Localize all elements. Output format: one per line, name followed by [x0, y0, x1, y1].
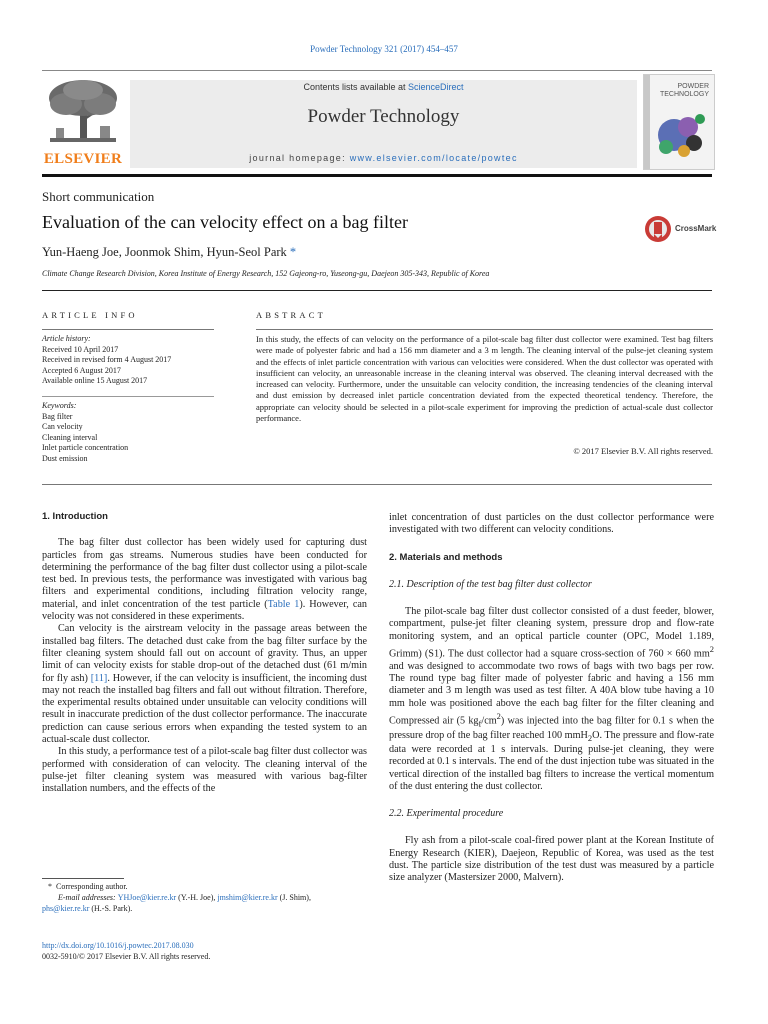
- keyword-item: Can velocity: [42, 422, 83, 432]
- history-received: Received 10 April 2017: [42, 344, 119, 354]
- keyword-item: Bag filter: [42, 411, 73, 421]
- email-shim-link[interactable]: jmshim@kier.re.kr: [217, 893, 278, 902]
- section-2-2-heading: 2.2. Experimental procedure: [389, 808, 504, 820]
- email-park-name: (H.-S. Park).: [89, 904, 133, 913]
- article-type: Short communication: [42, 189, 155, 204]
- keyword-item: Cleaning interval: [42, 432, 98, 442]
- ref-11-link[interactable]: [11]: [90, 672, 108, 684]
- authors-text: Yun-Haeng Joe, Joonmok Shim, Hyun-Seol Park: [42, 245, 287, 259]
- intro-paragraph-2: [42, 623, 367, 746]
- history-online: Available online 15 August 2017: [42, 376, 148, 386]
- affiliation-rule: [42, 290, 712, 291]
- header-rule-top: [42, 70, 712, 71]
- contents-prefix: Contents lists available at: [303, 82, 409, 92]
- journal-citation[interactable]: Powder Technology 321 (2017) 454–457: [310, 44, 458, 54]
- intro-p2-text-end: . However, if the can velocity is insufficient, the incoming dust may not reach the installed bag filters and fall out without filtration. Therefore, the experimental results obtained under unsuitable can velocity conditions will result in inaccurate prediction of the dust collector performance. The inaccurate prediction can cause serious errors when expanding the tested system to an actual-scale dust collector.: [42, 672, 367, 746]
- sec21-text-e: O. The pressure and flow-rate data were recorded at 1 s intervals. During pulse-jet cleaning, they were recorded at 0.1 s intervals. The end of the dust injection tube was situated in the vertical direction of the installed bag filters to increase the vertical momentum of the dust entering the dust collector.: [389, 729, 714, 792]
- sciencedirect-link[interactable]: ScienceDirect: [408, 82, 464, 92]
- header-rule-bottom: [42, 174, 712, 177]
- left-column: [42, 511, 367, 796]
- issn-copyright: 0032-5910/© 2017 Elsevier B.V. All rights reserved.: [42, 952, 211, 961]
- sec21-sup-b: 2: [496, 710, 501, 721]
- intro-p1-text-end: ). However, can velocity was not considered in these experiments.: [42, 598, 367, 623]
- email-shim-name: (J. Shim),: [277, 893, 311, 902]
- keyword-item: Inlet particle concentration: [42, 443, 129, 453]
- intro-paragraph-3: In this study, a performance test of a pilot-scale bag filter dust collector was performed with consideration of can velocity. The cleaning interval of the pulse-jet filter cleaning system was measured with various bag-filter installation numbers, and the effects of the: [42, 746, 367, 795]
- doi-block: [42, 940, 210, 962]
- email-label: E-mail addresses:: [58, 893, 118, 902]
- table-1-link[interactable]: Table 1: [267, 598, 300, 610]
- history-accepted: Accepted 6 August 2017: [42, 365, 121, 375]
- intro-paragraph-3-continued: inlet concentration of dust particles on the dust collector performance were investigated with two different can velocity conditions.: [389, 512, 714, 536]
- section-2-2-paragraph: Fly ash from a pilot-scale coal-fired power plant at the Korean Institute of Energy Research (KIER), Daejeon, Republic of Korea, was used as the test dust. The particle size distribution of the test dust was measured by a particle size analyzer (Mastersizer 2000, Malvern).: [389, 835, 714, 884]
- footnote-corresponding: [42, 881, 367, 892]
- author-list: [42, 245, 296, 260]
- contents-line: [130, 82, 637, 92]
- introduction-heading: 1. Introduction: [42, 511, 108, 522]
- email-park-link[interactable]: phs@kier.re.kr: [42, 904, 90, 913]
- keyword-item: Dust emission: [42, 453, 88, 463]
- intro-paragraph-1: [42, 537, 367, 623]
- methods-heading: 2. Materials and methods: [389, 551, 503, 563]
- sec21-text-d: ) was injected into the bag filter for 0.1 s when the pressure drop of the bag filter reached 100 mmH: [389, 715, 714, 741]
- keywords-rule: [42, 396, 214, 397]
- article-info-heading: ARTICLE INFO: [42, 310, 138, 320]
- abstract-bottom-rule: [42, 484, 712, 485]
- journal-cover-thumbnail[interactable]: [643, 74, 715, 170]
- corresponding-author-mark[interactable]: *: [289, 245, 297, 259]
- article-title: Evaluation of the can velocity effect on a bag filter: [42, 212, 409, 232]
- affiliation: Climate Change Research Division, Korea Institute of Energy Research, 152 Gajeong-ro, Yuseong-gu, Daejeon 305-343, Republic of Korea: [42, 269, 490, 278]
- sec21-sub-2: 2: [587, 732, 593, 743]
- crossmark-icon: [643, 214, 673, 244]
- homepage-link[interactable]: www.elsevier.com/locate/powtec: [349, 153, 518, 163]
- abstract-heading: ABSTRACT: [256, 310, 326, 320]
- journal-name: Powder Technology: [307, 106, 460, 127]
- email-joe-link[interactable]: YHJoe@kier.re.kr: [117, 893, 177, 902]
- section-2-1-heading: 2.1. Description of the test bag filter dust collector: [389, 578, 592, 590]
- homepage-prefix: journal homepage:: [249, 153, 350, 163]
- crossmark-label: CrossMark: [675, 224, 717, 233]
- abstract-rule: [256, 329, 713, 330]
- doi-link[interactable]: http://dx.doi.org/10.1016/j.powtec.2017.08.030: [42, 941, 194, 950]
- cover-art-icon: [644, 75, 714, 169]
- sec21-text-b: and was designed to accommodate two rows of bags with two bags per row. The round type bag filter made of polyester fabric and having a 156 mm diameter and 3 m length was used as test filter. A 40A blow tube having a 10 mm hole was positioned above the each bag filter for the filter cleaning and Compressed air (5 kg: [389, 660, 714, 727]
- right-column: [389, 512, 714, 885]
- footnote-emails: [42, 892, 367, 903]
- keywords-label: Keywords:: [42, 401, 77, 410]
- abstract-copyright: © 2017 Elsevier B.V. All rights reserved.: [573, 446, 713, 456]
- cover-title: POWDER TECHNOLOGY: [659, 83, 709, 98]
- sec21-sub-f: f: [478, 718, 482, 729]
- email-joe-name: (Y.-H. Joe),: [176, 893, 218, 902]
- footnote-mark: *: [48, 882, 52, 891]
- sec21-text-a: The pilot-scale bag filter dust collector consisted of a dust feeder, blower, compartment, pulse-jet filter cleaning system, pressure drop and flow-rate monitoring system, and an optical particle counter (OPC, Model 1.189, Grimm) (S1). The dust collector had a square cross-section of 760 × 660 mm: [389, 606, 714, 660]
- crossmark-badge[interactable]: [643, 214, 715, 244]
- intro-p2-text: Can velocity is the airstream velocity in the passage areas between the installed bag filters. The detached dust cake from the bag filter surface by the filter cleaning system should fall out on account of gravity. Thus, an upper limit of can velocity exists for stable drop-out of the detached dust (61 m/min for fly ash): [42, 623, 367, 684]
- footnote: [42, 881, 367, 914]
- intro-p1-text: The bag filter dust collector has been widely used for capturing dust particles from gas streams. Numerous studies have been conducted for determining the performance of the bag filter dust collector using a pilot-scale test bed. In previous tests, the performance was investigated with various bag filters and experimental conditions, including filtration velocity range, material, and inlet concentration of the test particle (: [42, 537, 367, 610]
- journal-homepage: [130, 153, 637, 163]
- abstract-text: In this study, the effects of can velocity on the performance of a pilot-scale bag filter dust collector were examined. Test bag filters were made of polyester fabric and had a 156 mm diameter and a 3 m length. The cleaning interval of the pulse-jet cleaning system and the effects of inlet particle concentration with various can velocities were considered. When the dust collector was operated with insufficient can velocity, an unreasonable increase in the cleaning interval was observed. The cleaning interval decreased with the increased can velocity. Furthermore, under the unsuitable can velocity condition, the increasing tendencies of the cleaning interval and dust emission by decreased inlet particle concentration deviated from the expected theoretical tendency. Therefore, the appropriate can velocity should be selected in a pilot-scale experiment for improving the prediction of actual-scale dust collector performance.: [256, 334, 713, 424]
- footnote-rule: [42, 878, 124, 879]
- keywords-block: [42, 401, 222, 465]
- footnote-emails-cont: [42, 903, 367, 914]
- footnote-corresponding-text: Corresponding author.: [56, 882, 128, 891]
- elsevier-wordmark: ELSEVIER: [43, 151, 123, 167]
- article-history: [42, 334, 222, 387]
- history-revised: Received in revised form 4 August 2017: [42, 355, 172, 365]
- sec21-sup-a: 2: [709, 644, 714, 655]
- elsevier-tree-icon: [42, 76, 124, 148]
- history-label: Article history:: [42, 334, 91, 343]
- section-2-1-paragraph: [389, 606, 714, 793]
- article-info-rule: [42, 329, 214, 330]
- sec21-text-c: /cm: [481, 715, 497, 727]
- elsevier-logo[interactable]: [42, 76, 124, 168]
